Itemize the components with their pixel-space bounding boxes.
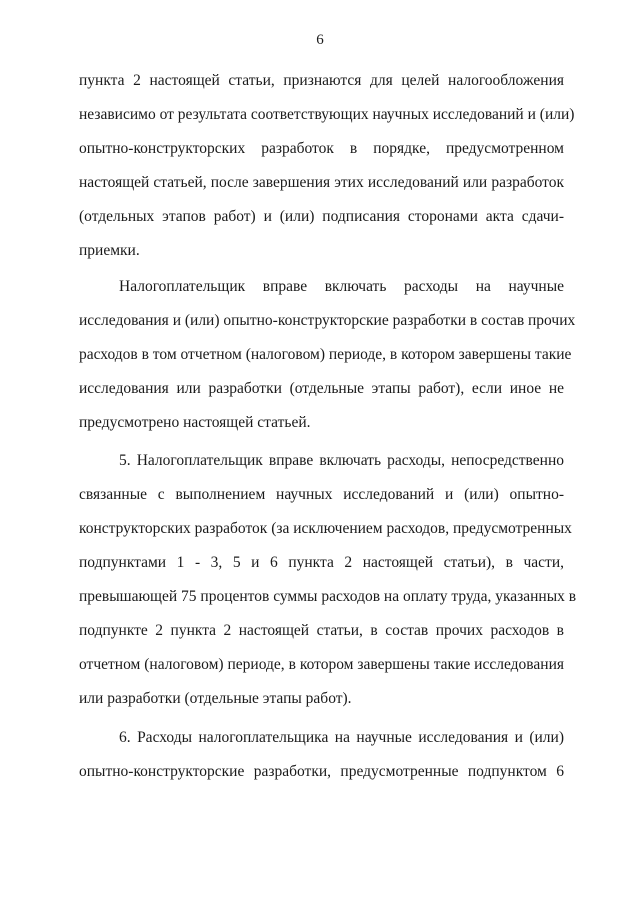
text-line: подпункте 2 пункта 2 настоящей статьи, в состав прочих расходов в — [79, 622, 564, 639]
text-line: отчетном (налоговом) периоде, в котором завершены такие исследования — [79, 656, 564, 673]
text-line: или разработки (отдельные этапы работ). — [79, 690, 352, 707]
text-line: (отдельных этапов работ) и (или) подписания сторонами акта сдачи- — [79, 208, 564, 225]
text-line: Налогоплательщик вправе включать расходы на научные — [119, 278, 564, 295]
text-line: расходов в том отчетном (налоговом) периоде, в котором завершены такие — [79, 346, 572, 363]
text-line: приемки. — [79, 242, 140, 259]
text-line: конструкторских разработок (за исключением расходов, предусмотренных — [79, 520, 572, 537]
text-line: исследования и (или) опытно-конструкторские разработки в состав прочих — [79, 312, 576, 329]
text-line: превышающей 75 процентов суммы расходов на оплату труда, указанных в — [79, 588, 577, 605]
page-number: 6 — [316, 32, 324, 48]
text-line: связанные с выполнением научных исследований и (или) опытно- — [79, 486, 564, 503]
text-line: 6. Расходы налогоплательщика на научные исследования и (или) — [119, 729, 564, 746]
text-line: независимо от результата соответствующих научных исследований и (или) — [79, 106, 575, 123]
text-line: 5. Налогоплательщик вправе включать расходы, непосредственно — [119, 452, 564, 469]
text-line: настоящей статьей, после завершения этих исследований или разработок — [79, 174, 564, 191]
text-line: предусмотрено настоящей статьей. — [79, 414, 311, 431]
text-line: исследования или разработки (отдельные этапы работ), если иное не — [79, 380, 564, 397]
text-line: опытно-конструкторских разработок в порядке, предусмотренном — [79, 140, 564, 157]
text-line: опытно-конструкторские разработки, предусмотренные подпунктом 6 — [79, 763, 564, 780]
text-line: пункта 2 настоящей статьи, признаются для целей налогообложения — [79, 72, 564, 89]
text-line: подпунктами 1 - 3, 5 и 6 пункта 2 настоящей статьи), в части, — [79, 554, 564, 571]
